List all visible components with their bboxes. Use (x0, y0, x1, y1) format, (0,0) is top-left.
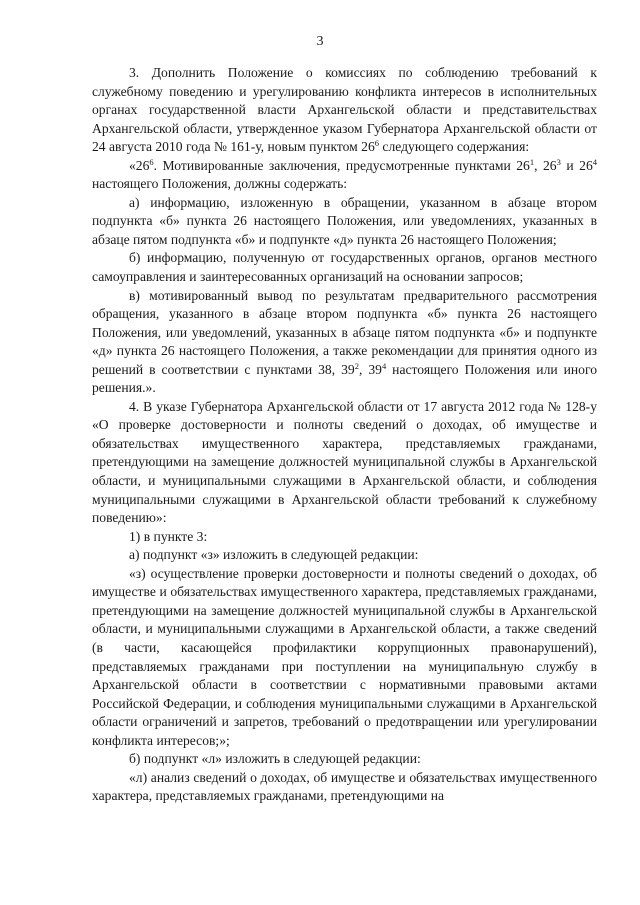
document-body (92, 64, 597, 806)
text-run: «26 (129, 157, 150, 173)
paragraph (92, 750, 597, 769)
text-run: настоящего Положения или иного решения.». (92, 361, 597, 396)
text-run: б) информацию, полученную от государственных органов, органов местного самоуправления и заинтересованных организаций на основании запросов; (92, 250, 597, 285)
text-run: следующего содержания: (379, 139, 530, 155)
superscript-index: 1 (529, 156, 535, 167)
superscript-index: 3 (556, 156, 561, 167)
paragraph (92, 287, 597, 398)
text-run: . Мотивированные заключения, предусмотренные пунктами 26 (153, 157, 530, 173)
superscript-index: 4 (381, 360, 387, 371)
text-run: , 39 (358, 361, 382, 377)
text-run: настоящего Положения, должны содержать: (92, 176, 348, 192)
superscript-index: 6 (374, 138, 380, 149)
text-run: а) информацию, изложенную в обращении, указанном в абзаце втором подпункта «б» пункта 26 настоящего Положения, или уведомлениях, указанных в абзаце пятом подпункта «б» и подпункте «д» пункта 26 настоящего Положения; (92, 194, 597, 247)
text-run: 1) в пункте 3: (129, 528, 208, 544)
paragraph (92, 565, 597, 750)
paragraph (92, 546, 597, 565)
text-run: , 26 (534, 157, 557, 173)
text-run: 4. В указе Губернатора Архангельской области от 17 августа 2012 года № 128-у «О проверке достоверности и полноты сведений о доходах, об имуществе и обязательствах имущественного характера, представляемых гражданами, претендующими на замещение должностей муниципальной службы в Архангельской области, и муниципальными служащими в Архангельской области, и соблюдения муниципальными служащими в Архангельской области требований к служебному поведению»: (92, 398, 597, 526)
superscript-index: 4 (592, 156, 597, 167)
text-run: и 26 (560, 157, 593, 173)
text-run: б) подпункт «л» изложить в следующей редакции: (129, 751, 421, 767)
paragraph (92, 157, 597, 194)
paragraph (92, 398, 597, 528)
text-run: в) мотивированный вывод по результатам предварительного рассмотрения обращения, указанного в абзаце втором подпункта «б» пункта 26 настоящего Положения, или уведомлений, указанных в абзаце пятом подпункта «б» и подпункте «д» пункта 26 настоящего Положения, а также рекомендации для принятия одного из решений в соответствии с пунктами 38, 39 (92, 287, 597, 377)
paragraph (92, 249, 597, 286)
text-run: а) подпункт «з» изложить в следующей редакции: (129, 547, 419, 563)
page-number: 3 (316, 34, 324, 49)
superscript-index: 6 (149, 156, 154, 167)
text-run: 3. Дополнить Положение о комиссиях по соблюдению требований к служебному поведению и урегулированию конфликта интересов в исполнительных органах государственной власти Архангельской области и представительствах Архангельской области, утвержденное указом Губернатора Архангельской области от 24 августа 2010 года № 161-у, новым пунктом 26 (92, 65, 597, 155)
paragraph (92, 528, 597, 547)
paragraph (92, 194, 597, 250)
paragraph (92, 64, 597, 157)
paragraph (92, 769, 597, 806)
superscript-index: 2 (354, 360, 359, 371)
text-run: «л) анализ сведений о доходах, об имуществе и обязательствах имущественного характера, представляемых гражданами, претендующими на (92, 769, 597, 804)
text-run: «з) осуществление проверки достоверности и полноты сведений о доходах, об имуществе и обязательствах имущественного характера, представляемых гражданами, претендующими на замещение должностей муниципальной службы в Архангельской области, и муниципальными служащими в Архангельской области, а также сведений (в части, касающейся профилактики коррупционных правонарушений), представляемых гражданами при поступлении на муниципальную службу в Архангельской области в соответствии с нормативными правовыми актами Российской Федерации, и соблюдения муниципальными служащими в Архангельской области ограничений и запретов, требований о предотвращении или урегулировании конфликта интересов;»; (92, 565, 597, 748)
